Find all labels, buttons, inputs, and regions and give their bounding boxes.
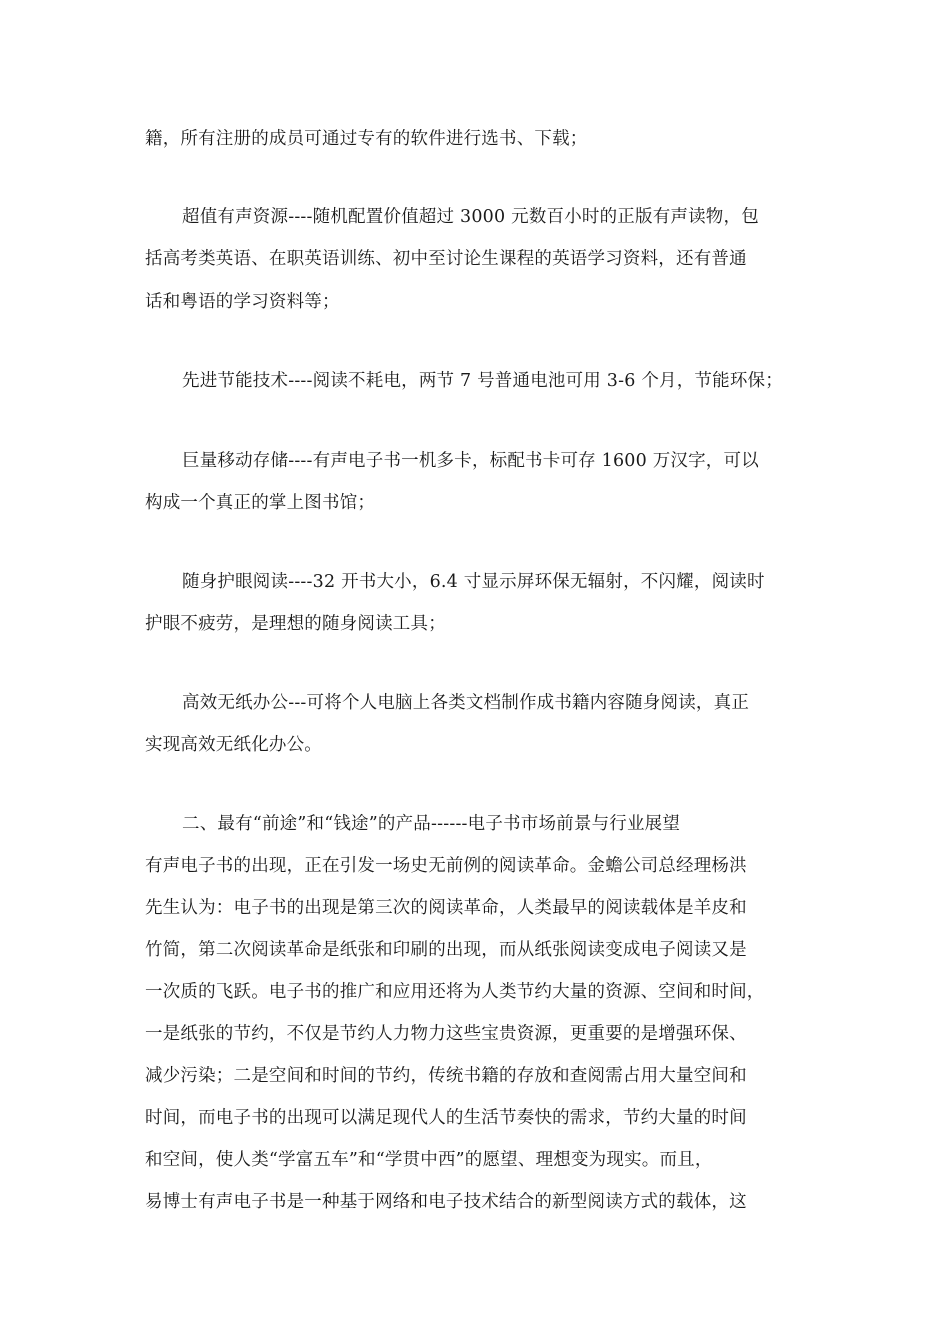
text-line: 超值有声资源----随机配置价值超过 3000 元数百小时的正版有声读物，包 [182, 207, 759, 227]
text-line: 先生认为：电子书的出现是第三次的阅读革命，人类最早的阅读载体是羊皮和 [145, 898, 747, 918]
text-line: 先进节能技术----阅读不耗电，两节 7 号普通电池可用 3-6 个月，节能环保； [182, 371, 783, 391]
text-line: 话和粤语的学习资料等； [145, 292, 340, 312]
text-line: 巨量移动存储----有声电子书一机多卡，标配书卡可存 1600 万汉字，可以 [182, 451, 759, 471]
text-line: 护眼不疲劳，是理想的随身阅读工具； [145, 614, 446, 634]
text-line: 减少污染；二是空间和时间的节约，传统书籍的存放和查阅需占用大量空间和 [145, 1066, 747, 1086]
text-line: 高效无纸办公---可将个人电脑上各类文档制作成书籍内容随身阅读，真正 [182, 693, 750, 713]
text-line: 构成一个真正的掌上图书馆； [145, 493, 376, 513]
text-line: 随身护眼阅读----32 开书大小，6.4 寸显示屏环保无辐射，不闪耀，阅读时 [182, 572, 765, 592]
text-line: 时间，而电子书的出现可以满足现代人的生活节奏快的需求，节约大量的时间 [145, 1108, 747, 1128]
text-line: 一次质的飞跃。电子书的推广和应用还将为人类节约大量的资源、空间和时间， [145, 982, 765, 1002]
text-line: 括高考类英语、在职英语训练、初中至讨论生课程的英语学习资料，还有普通 [145, 249, 747, 269]
text-line: 实现高效无纸化办公。 [145, 735, 322, 755]
text-line: 竹简，第二次阅读革命是纸张和印刷的出现，而从纸张阅读变成电子阅读又是 [145, 940, 747, 960]
section-heading: 二、最有“前途”和“钱途”的产品------电子书市场前景与行业展望 [182, 814, 681, 834]
text-line: 和空间，使人类“学富五车”和“学贯中西”的愿望、理想变为现实。而且， [145, 1150, 713, 1170]
text-line: 一是纸张的节约，不仅是节约人力物力这些宝贵资源，更重要的是增强环保、 [145, 1024, 747, 1044]
text-line: 易博士有声电子书是一种基于网络和电子技术结合的新型阅读方式的载体，这 [145, 1192, 747, 1212]
text-line: 有声电子书的出现，正在引发一场史无前例的阅读革命。金蟾公司总经理杨洪 [145, 856, 747, 876]
text-line: 籍，所有注册的成员可通过专有的软件进行选书、下载； [145, 129, 588, 149]
